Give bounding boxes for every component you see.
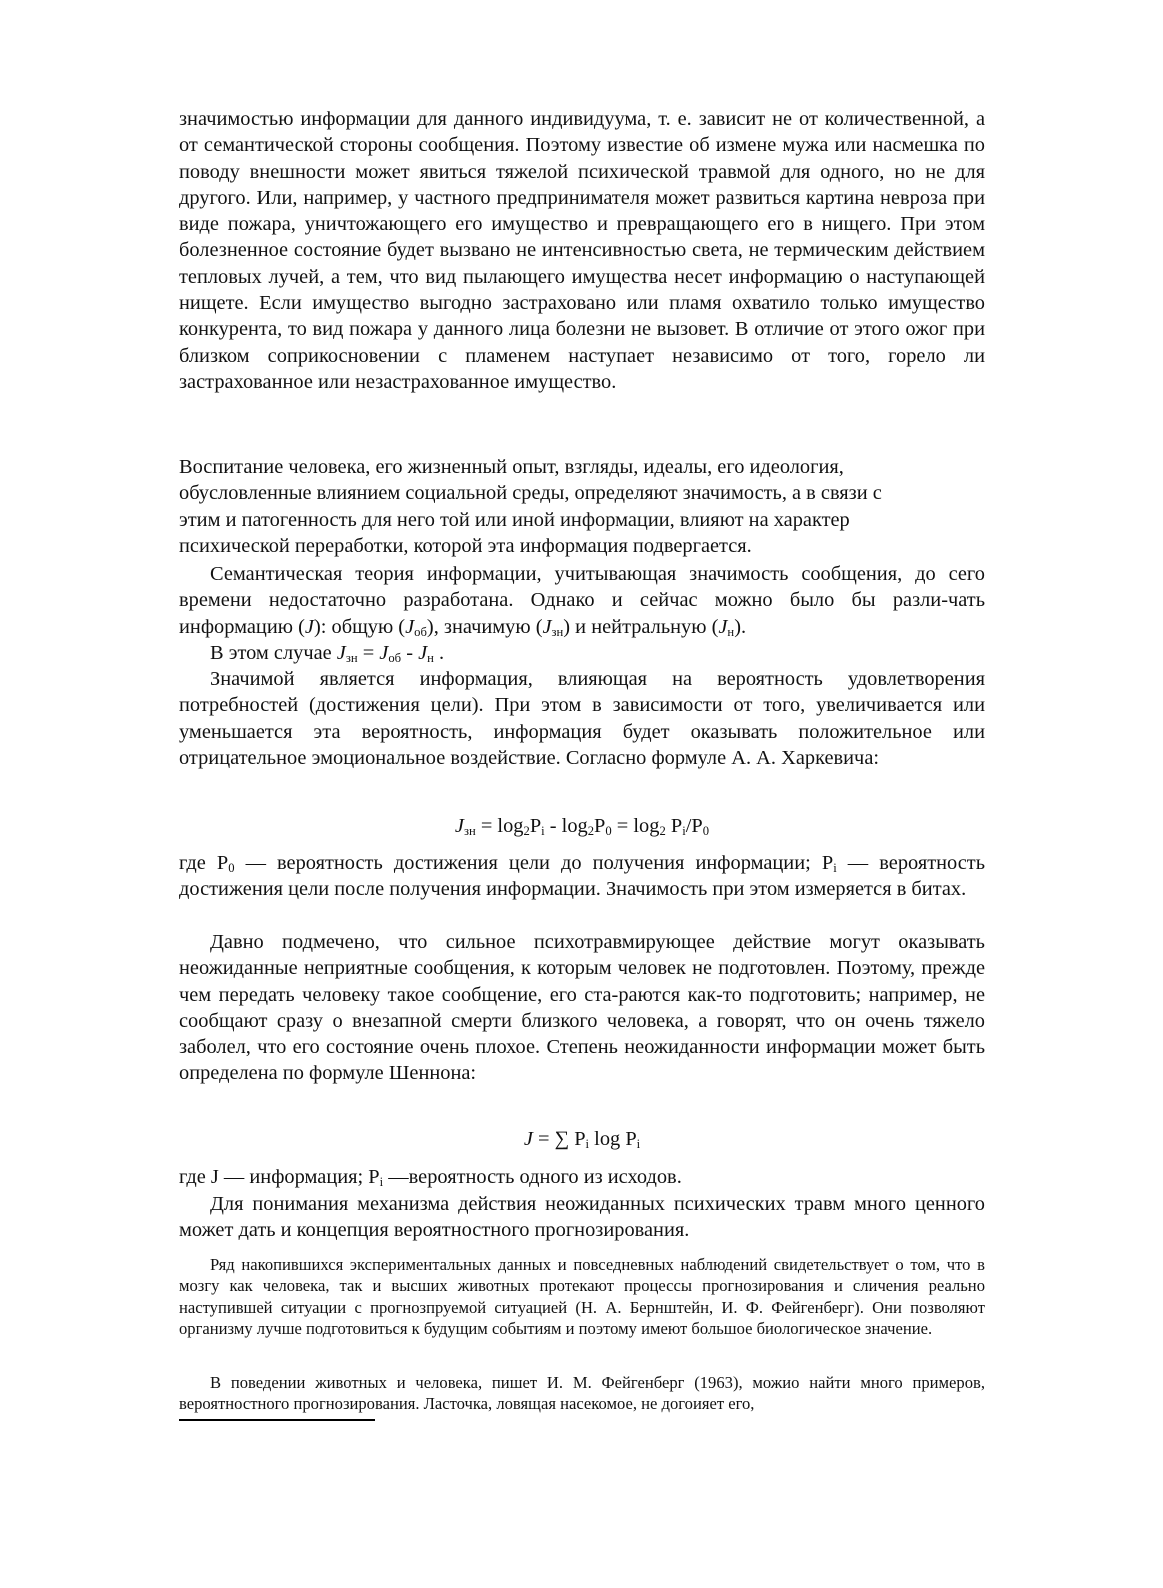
paragraph-equation-inline bbox=[179, 640, 985, 666]
paragraph-text: Давно подмечено, что сильное психотравмирующее действие могут оказывать неожиданные неприятные сообщения, к которым человек не подготовлен. Поэтому, прежде чем передать человеку такое сообщение, его ста-раются как-то подготовить; например, не сообщают сразу о внезапной смерти близкого человека, а говорят, что он очень тяжело заболел, что его состояние очень плохое. Степень неожиданности информации может быть определена по формуле Шеннона: bbox=[179, 931, 985, 1085]
paragraph-text: где $P_0$ — вероятность достижения цели до получения информации; $P_i$ — вероятность достижения цели после получения информации. Значимость при этом измеряется в битах. bbox=[179, 852, 985, 901]
paragraph-text: Семантическая теория информации, учитывающая значимость сообщения, до сего времени недостаточно разработана. Однако и сейчас можно было бы разли-чать информацию (J): общую $(J_{об})$, значимую $(J_{зн})$ и нейтральную $(J_н)$. bbox=[179, 563, 985, 639]
paragraph-probability-definitions bbox=[179, 850, 985, 903]
paragraph-significance bbox=[179, 106, 985, 395]
text-line: Воспитание человека, его жизненный опыт, взгляды, идеалы, его идеология, bbox=[179, 456, 844, 478]
paragraph-semantic-theory bbox=[179, 561, 985, 640]
paragraph-small-feigenberg bbox=[179, 1372, 985, 1415]
paragraph-text: Для понимания механизма действия неожиданных психических травм много ценного может дать и концепция вероятностного прогнозирования. bbox=[179, 1193, 985, 1242]
paragraph-text: В поведении животных и человека, пишет И. М. Фейгенберг (1963), можио найти много примеров, вероятностного прогнозирования. Ласточка, ловящая насекомое, не догоияет его, bbox=[179, 1373, 985, 1414]
paragraph-forecasting-concept bbox=[179, 1191, 985, 1244]
paragraph-text: Ряд накопившихся экспериментальных данных и повседневных наблюдений свидетельствует о том, что в мозгу как человека, так и высших животных протекают процессы прогнозирования и сличения реально наступившей ситуации с прогнозпруемой ситуацией (Н. А. Бернштейн, И. Ф. Фейгенберг). Они позволяют организму лучше подготовиться к будущим событиям и поэтому имеют большое биологическое значение. bbox=[179, 1255, 985, 1339]
footnote-divider bbox=[179, 1419, 375, 1421]
text-line: психической переработки, которой эта информация подвергается. bbox=[179, 534, 752, 557]
paragraph-text: где J — информация; $P_i$ —вероятность одного из исходов. bbox=[179, 1166, 682, 1190]
formula-text: J = ∑ $P_i$ $\log P_i$ bbox=[523, 1128, 641, 1152]
formula-shannon bbox=[179, 1126, 985, 1152]
text-line: этим и патогенность для него той или иной информации, влияют на характер bbox=[179, 508, 850, 531]
paragraph-unexpected-messages bbox=[179, 929, 985, 1087]
paragraph-text: Значимой является информация, влияющая на вероятность удовлетворения потребностей (достижения цели). При этом в зависимости от того, увеличивается или уменьшается эта вероятность, информация будет оказывать положительное или отрицательное эмоциональное воздействие. Согласно формуле А. А. Харкевича: bbox=[179, 668, 985, 769]
paragraph-information-definition bbox=[179, 1164, 985, 1190]
paragraph-small-experimental-data bbox=[179, 1254, 985, 1340]
paragraph-text: значимостью информации для данного индивидуума, т. е. зависит не от количественной, а от семантической стороны сообщения. Поэтому известие об измене мужа или насмешка по поводу внешности может явиться тяжелой психической травмой для одного, но не для другого. Или, например, у частного предпринимателя может развиться картина невроза при виде пожара, уничтожающего его имущество и превращающего его в нищего. При этом болезненное состояние будет вызвано не интенсивностью света, не термическим действием тепловых лучей, а тем, что вид пылающего имущества несет информацию о наступающей нищете. Если имущество выгодно застраховано или пламя охватило только имущество конкурента, то вид пожара у данного лица болезни не вызовет. В отличие от этого ожог при близком соприкосновении с пламенем наступает независимо от того, горело ли застрахованное или незастрахованное имущество. bbox=[179, 108, 985, 393]
formula-text: $J_{зн} = \log_2P_i - \log_2P_0 = \log_2 P_i/P_0$ bbox=[454, 815, 710, 839]
paragraph-significant-info bbox=[179, 666, 985, 771]
paragraph-text: В этом случае $J_{зн} = J_{об} - J_н$ . bbox=[210, 642, 445, 666]
paragraph-upbringing bbox=[179, 454, 985, 559]
formula-harkevich bbox=[179, 813, 985, 839]
text-line: обусловленные влиянием социальной среды, определяют значимость, а в связи с bbox=[179, 482, 882, 505]
